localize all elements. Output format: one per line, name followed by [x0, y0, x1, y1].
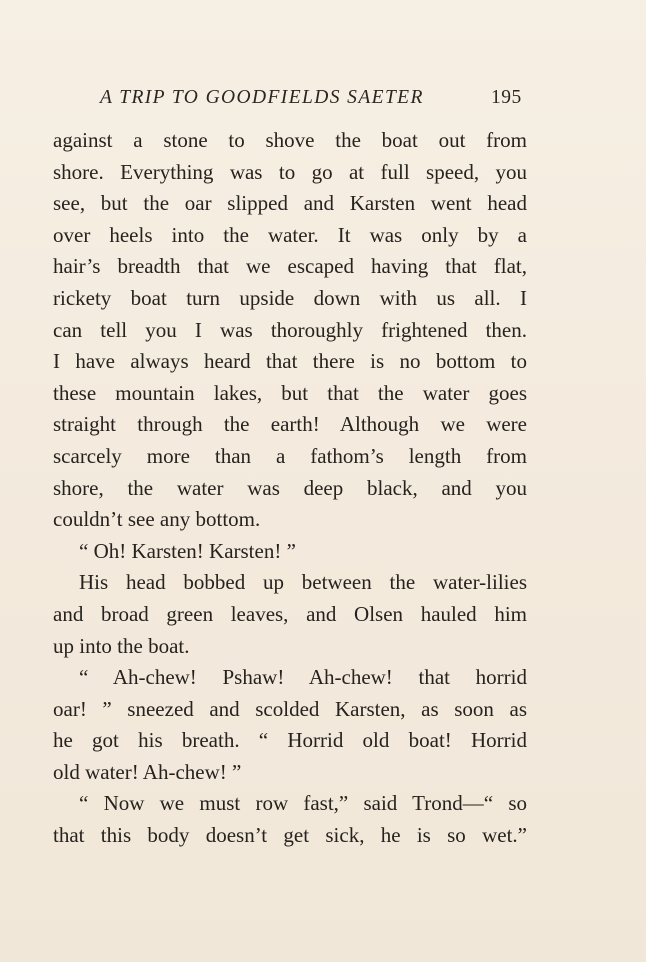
text-line: shore. Everything was to go at full speed, you	[53, 159, 527, 184]
text-line: up into the boat.	[53, 633, 190, 658]
text-line: old water! Ah-chew! ”	[53, 759, 242, 784]
text-line: these mountain lakes, but that the water goes	[53, 380, 527, 405]
text-line: His head bobbed up between the water-lilies	[79, 570, 527, 595]
text-line: shore, the water was deep black, and you	[53, 475, 527, 500]
dialogue-line: “ Oh! Karsten! Karsten! ”	[79, 538, 296, 563]
text-line: that this body doesn’t get sick, he is so wet.”	[53, 823, 527, 848]
text-line: see, but the oar slipped and Karsten went head	[53, 191, 527, 216]
text-line: I have always heard that there is no bottom to	[53, 349, 527, 374]
body-text	[53, 125, 527, 852]
page-number: 195	[491, 87, 522, 108]
text-line: straight through the earth! Although we were	[53, 412, 527, 437]
text-line: can tell you I was thoroughly frightened then.	[53, 317, 527, 342]
text-line: over heels into the water. It was only by a	[53, 222, 527, 247]
text-line: against a stone to shove the boat out from	[53, 128, 527, 152]
text-line: and broad green leaves, and Olsen hauled him	[53, 601, 527, 626]
running-title: A TRIP TO GOODFIELDS SAETER	[100, 87, 424, 108]
text-line: he got his breath. “ Horrid old boat! Horrid	[53, 728, 527, 753]
text-line: rickety boat turn upside down with us all. I	[53, 285, 527, 310]
dialogue-line: “ Now we must row fast,” said Trond—“ so	[79, 791, 527, 816]
text-line: scarcely more than a fathom’s length from	[53, 443, 527, 468]
text-line: oar! ” sneezed and scolded Karsten, as soon as	[53, 696, 527, 721]
running-head	[0, 87, 646, 115]
text-line: hair’s breadth that we escaped having that flat,	[53, 254, 527, 279]
text-line: couldn’t see any bottom.	[53, 507, 261, 532]
dialogue-line: “ Ah-chew! Pshaw! Ah-chew! that horrid	[79, 665, 527, 690]
